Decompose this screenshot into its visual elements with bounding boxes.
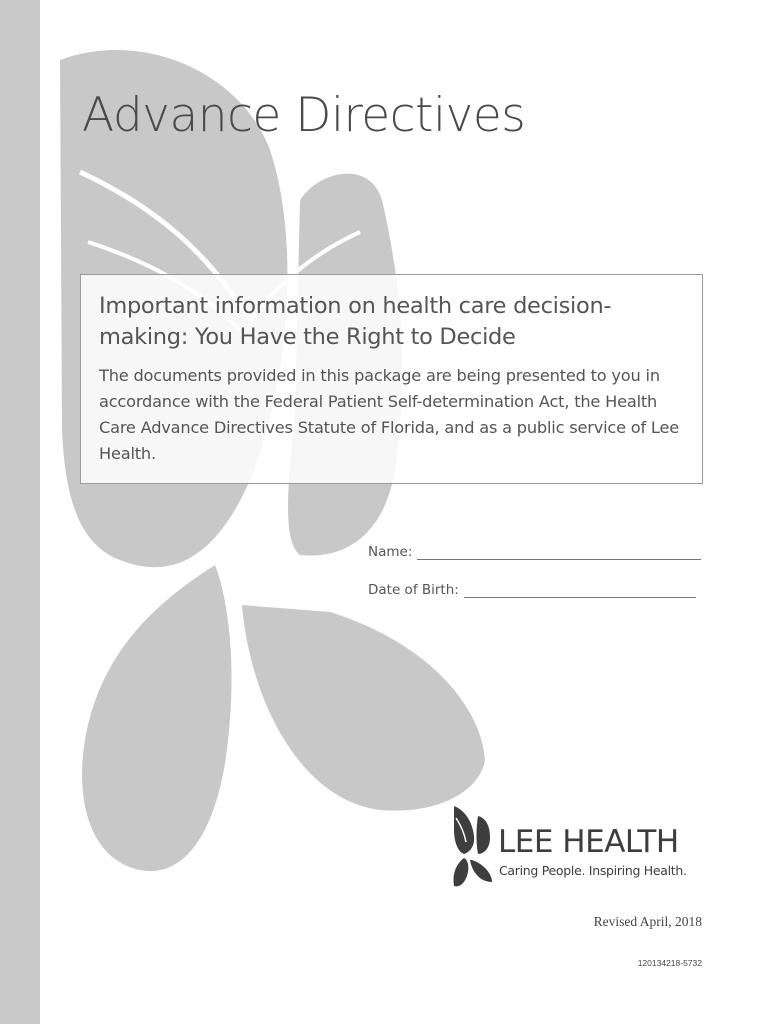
- name-label: Name:: [368, 544, 413, 560]
- info-body: The documents provided in this package are being presented to you in accordance with the Federal Patient Self-determination Act, the Health Care Advance Directives Statute of Florida, and as a public service of Lee Health.: [99, 366, 679, 463]
- page-title: Advance Directives: [82, 88, 526, 143]
- document-code: 120134218-5732: [637, 958, 702, 968]
- lee-health-leaf-icon: [450, 802, 494, 892]
- name-field[interactable]: [417, 545, 701, 560]
- leaf-left-lower: [82, 565, 231, 871]
- info-heading: Important information on health care decision-making: You Have the Right to Decide: [99, 293, 612, 350]
- name-field-row: [368, 544, 701, 560]
- logo-tagline: Caring People. Inspiring Health.: [499, 863, 687, 878]
- dob-field-row: [368, 582, 696, 598]
- revised-date: Revised April, 2018: [593, 914, 702, 929]
- info-box: [80, 274, 703, 484]
- logo-name: LEE HEALTH: [498, 824, 679, 860]
- dob-field[interactable]: [464, 583, 696, 598]
- leaf-right-lower: [242, 605, 485, 811]
- lee-health-logo: [450, 800, 710, 890]
- dob-label: Date of Birth:: [368, 582, 459, 598]
